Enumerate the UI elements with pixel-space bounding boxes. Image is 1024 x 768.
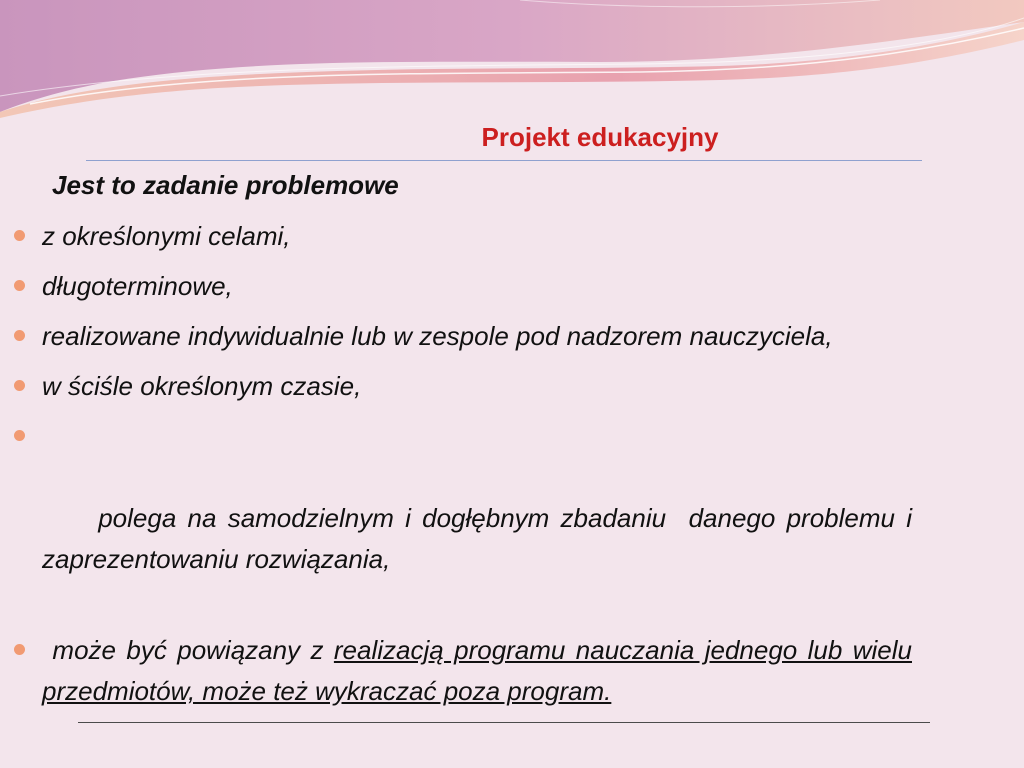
list-item (14, 416, 920, 621)
list-item-text: w ściśle określonym czasie, (42, 371, 362, 401)
list-item-text: polega na samodzielnym i dogłębnym zbadaniu danego problemu i zaprezentowaniu rozwiązania, (42, 503, 920, 574)
list-item (14, 630, 912, 712)
title-divider (86, 160, 922, 161)
list-item (14, 216, 912, 257)
bullet-list (14, 216, 920, 721)
bullet-icon (14, 330, 25, 341)
bullet-icon (14, 430, 25, 441)
list-item-text: długoterminowe, (42, 271, 233, 301)
underlined-text: realizacją programu nauczania jednego lub wielu przedmiotów, może też wykraczać poza program. (42, 635, 912, 706)
bullet-icon (14, 230, 25, 241)
bullet-icon (14, 644, 25, 655)
list-item (14, 366, 912, 407)
list-item-text: z określonymi celami, (42, 221, 291, 251)
slide-title: Projekt edukacyjny (481, 122, 719, 152)
decorative-header-waves (0, 0, 1024, 130)
list-item-text: realizowane indywidualnie lub w zespole pod nadzorem nauczyciela, (42, 321, 833, 351)
slide-subtitle: Jest to zadanie problemowe (52, 170, 399, 200)
bullet-icon (14, 380, 25, 391)
list-item (14, 316, 912, 357)
bottom-divider (78, 722, 930, 723)
list-item-text: może być powiązany z (42, 635, 334, 665)
list-item (14, 266, 912, 307)
bullet-icon (14, 280, 25, 291)
